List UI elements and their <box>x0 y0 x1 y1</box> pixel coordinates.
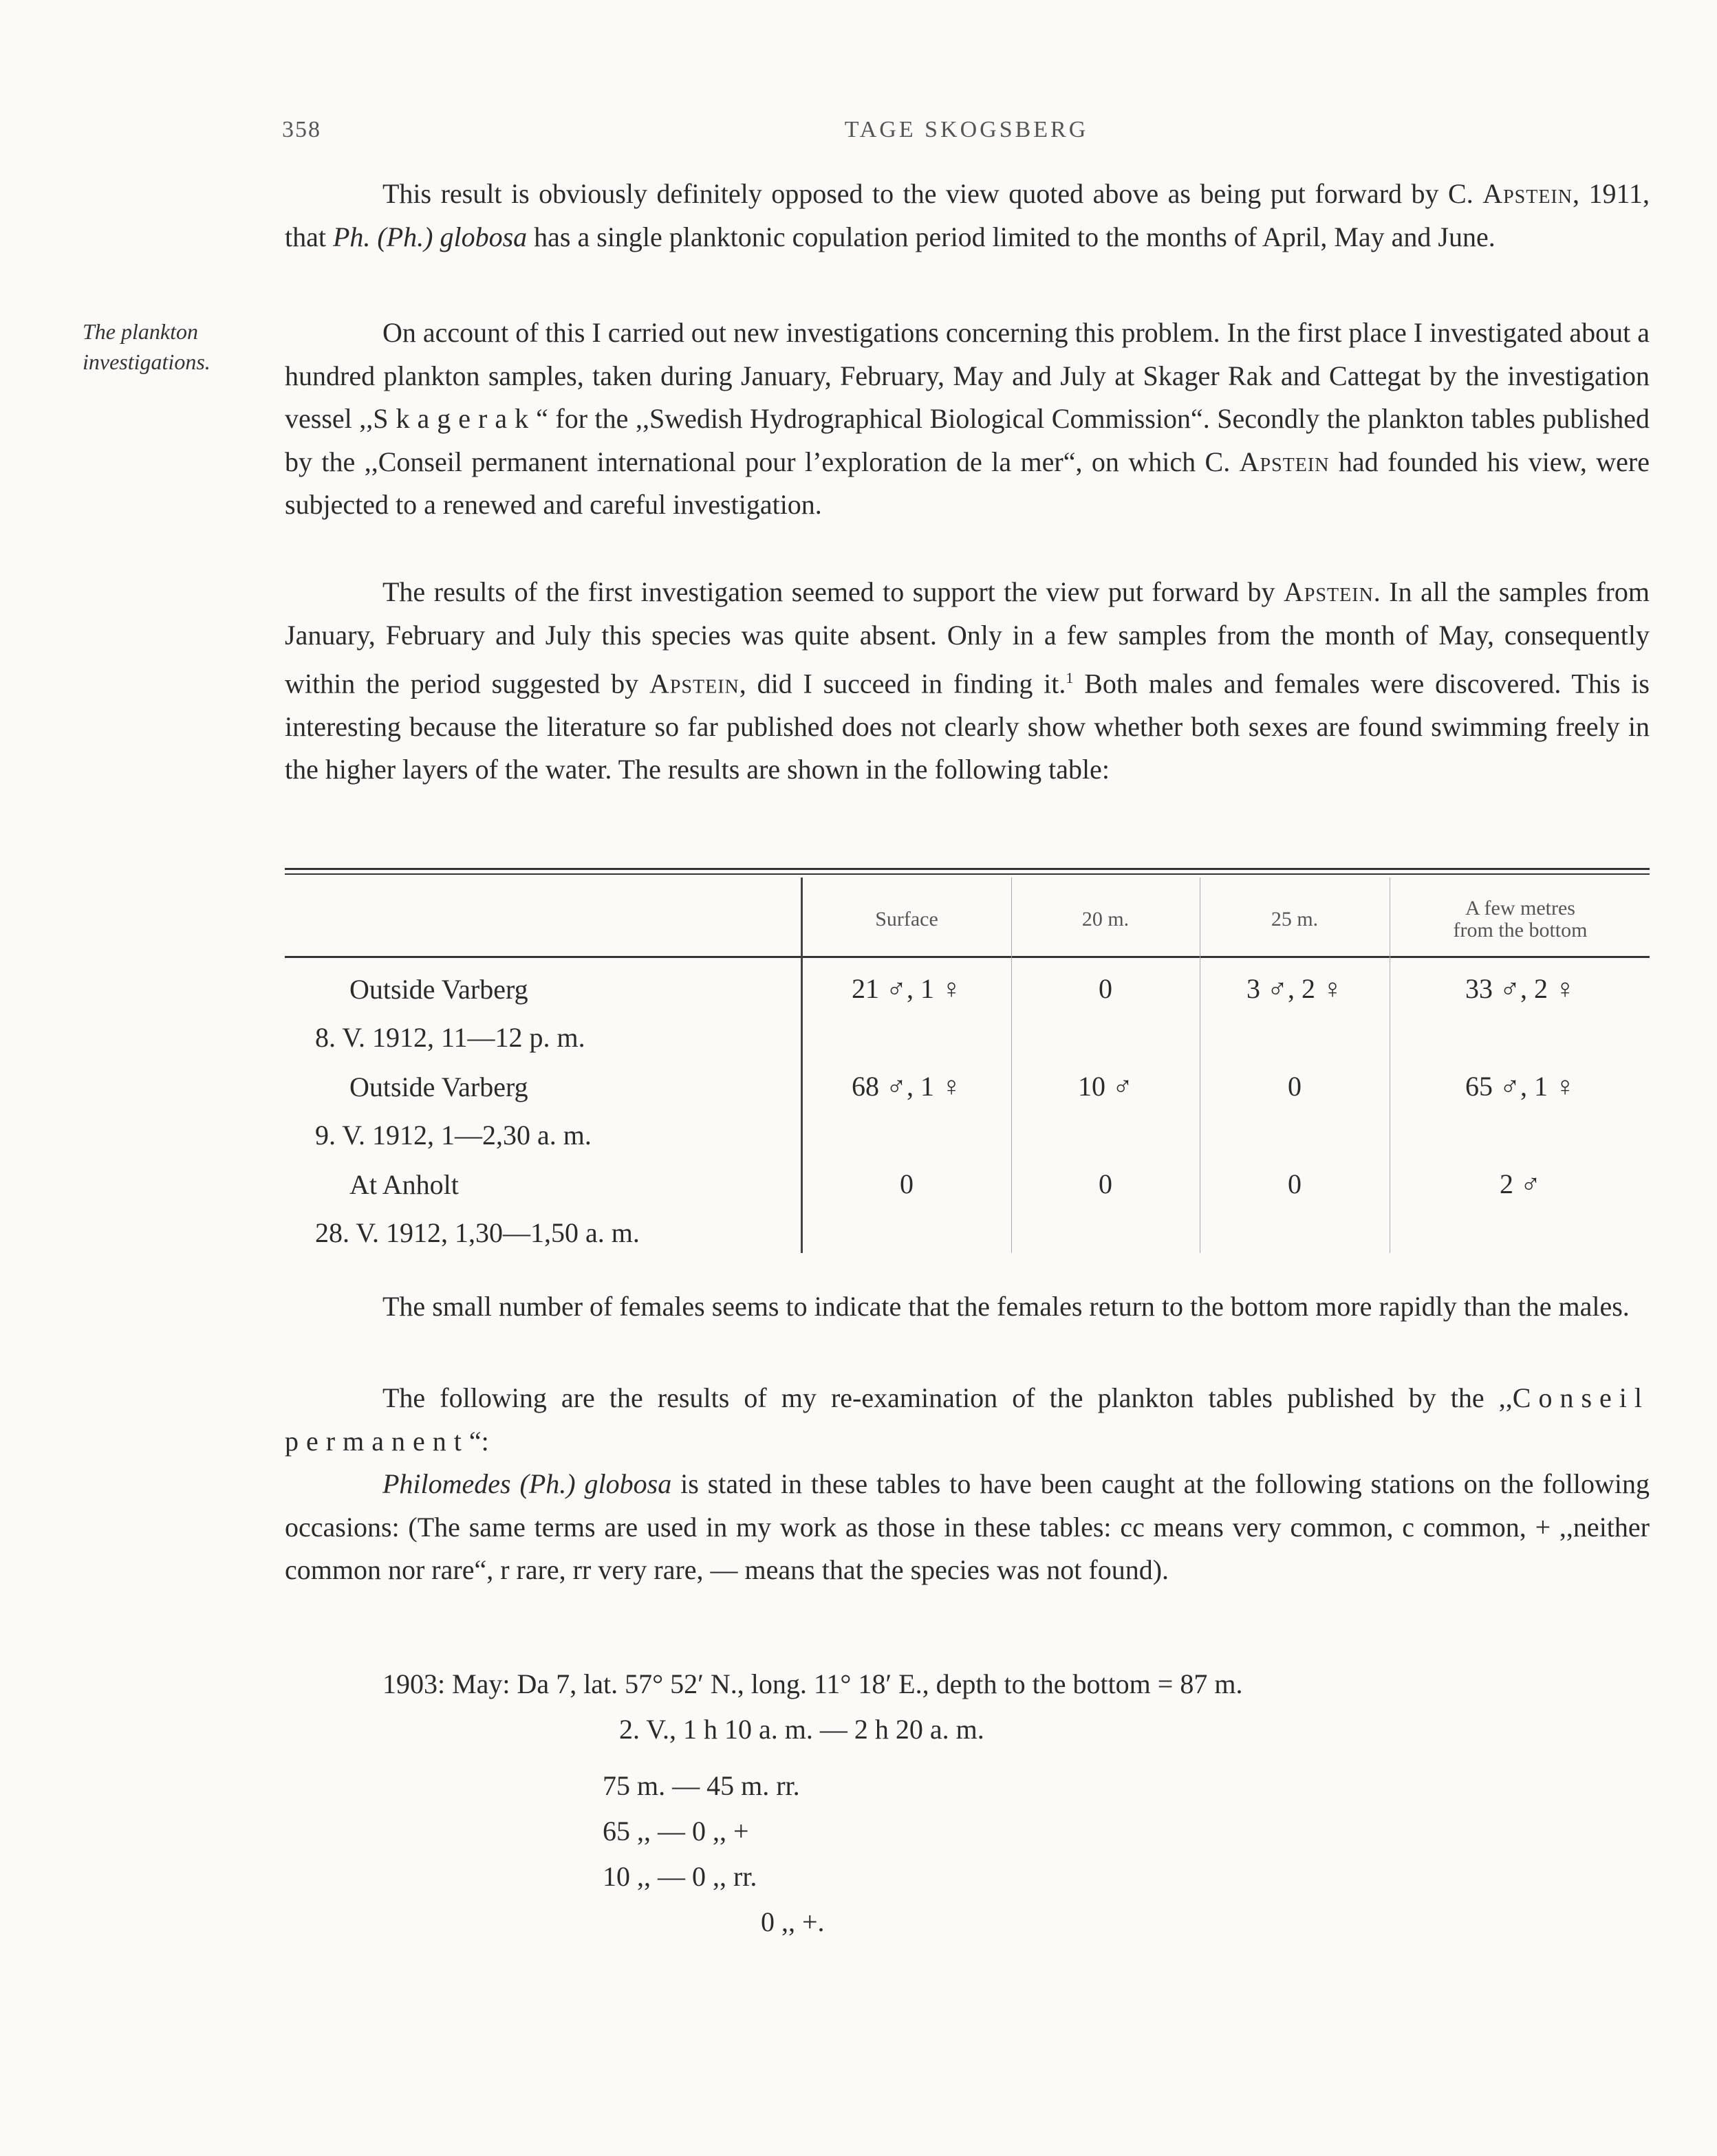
table-top-rule <box>285 868 1650 870</box>
column-header <box>1391 889 1650 950</box>
table-row-label <box>315 1161 797 1257</box>
station-place: Outside Varberg <box>349 974 528 1005</box>
text-run: had founded his view, were subjected to a renewed and careful investigation. <box>285 446 1650 520</box>
paragraph-1 <box>285 173 1650 259</box>
footnote-marker: 1 <box>1066 669 1074 686</box>
table-cell: 65 ♂, 1 ♀ <box>1465 1071 1575 1102</box>
text-run: On account of this I carried out new investigations concerning this problem. In the first place I investigated about a hundred plankton samples, taken during January, February, May and July at Skager Rak and Cattegat by the investigation vessel ,, <box>285 317 1650 434</box>
station-line: 75 m. — 45 m. rr. <box>603 1770 800 1801</box>
station-place: At Anholt <box>349 1169 459 1200</box>
institution-name: Conseil permanent <box>285 1382 1650 1457</box>
text-run: “ for the ,,Swedish Hydrographical Biological Commission“. Secondly the plankton tables published by the ,,Conseil permanent international pour l’exploration de la mer“, on which C. <box>285 403 1650 477</box>
author-name: Apstein <box>649 668 739 699</box>
station-date: 8. V. 1912, 11—12 p. m. <box>315 1022 585 1053</box>
column-header-line: from the bottom <box>1453 919 1588 941</box>
running-head <box>282 117 1651 151</box>
margin-note <box>83 316 248 377</box>
table-top-rule <box>285 873 1650 875</box>
text-run: is stated in these tables to have been caught at the following stations on the following occasions: (The same terms are used in my work as those in these tables: cc means very common, c common, + ,,neither common nor rare“, r rare, rr very rare, — means that the species was not found). <box>285 1468 1650 1585</box>
paragraph-3 <box>285 571 1650 792</box>
margin-note-line: The plankton <box>83 319 198 344</box>
author-name: Apstein <box>1239 446 1330 477</box>
table-cell: 0 <box>1099 1168 1112 1199</box>
station-line: 0 ,, +. <box>761 1906 825 1937</box>
table-cell: 68 ♂, 1 ♀ <box>852 1071 962 1102</box>
column-header: 20 m. <box>1081 908 1130 930</box>
table-cell: 10 ♂ <box>1078 1071 1133 1102</box>
table-cell: 33 ♂, 2 ♀ <box>1465 973 1575 1004</box>
table-cell: 0 <box>1288 1168 1302 1199</box>
species-name: Philomedes (Ph.) globosa <box>382 1468 672 1499</box>
table-column-divider <box>801 878 803 1253</box>
table-cell: 21 ♂, 1 ♀ <box>852 973 962 1004</box>
station-line: 65 ,, — 0 ,, + <box>603 1816 749 1847</box>
text-run: . In all the samples from January, February and July this species was quite absent. Only in a few samples from the month of May, consequently within the period suggested by <box>285 576 1650 699</box>
column-header: 25 m. <box>1271 908 1319 930</box>
text-run: The small number of females seems to indicate that the females return to the bottom more rapidly than the males. <box>382 1291 1630 1322</box>
text-run: “: <box>468 1425 489 1457</box>
table-column-divider <box>1011 878 1012 1253</box>
station-line: 1903: May: Da 7, lat. 57° 52′ N., long. 11° 18′ E., depth to the bottom = 87 m. <box>382 1668 1243 1699</box>
author-name: Apstein <box>1284 576 1374 607</box>
table-cell: 3 ♂, 2 ♀ <box>1246 973 1343 1004</box>
text-run: Both males and females were discovered. This is interesting because the literature so far published does not clearly show whether both sexes are found swimming freely in the higher layers of the water. The results are shown in the following table: <box>285 668 1650 785</box>
table-cell: 0 <box>1288 1071 1302 1102</box>
table-cell: 0 <box>900 1168 914 1199</box>
text-run: has a single planktonic copulation period limited to the months of April, May and June. <box>527 221 1495 252</box>
station-date: 28. V. 1912, 1,30—1,50 a. m. <box>315 1217 640 1248</box>
text-run: This result is obviously definitely opposed to the view quoted above as being put forward by C. <box>382 178 1483 209</box>
text-run: The results of the first investigation seemed to support the view put forward by <box>382 576 1284 607</box>
margin-note-line: investigations. <box>83 349 210 374</box>
author-name: Apstein <box>1482 178 1573 209</box>
running-title: TAGE SKOGSBERG <box>844 117 1089 142</box>
station-line: 2. V., 1 h 10 a. m. — 2 h 20 a. m. <box>619 1714 984 1745</box>
vessel-name: Skagerak <box>373 403 537 434</box>
table-row-label <box>315 1063 797 1159</box>
station-line: 10 ,, — 0 ,, rr. <box>603 1861 757 1892</box>
text-run: , 1911, that <box>285 178 1650 252</box>
column-header-line: A few metres <box>1465 897 1575 919</box>
station-place: Outside Varberg <box>349 1071 528 1102</box>
table-header-rule <box>285 956 1650 958</box>
column-header: Surface <box>875 908 938 930</box>
table-cell: 0 <box>1099 973 1112 1004</box>
table-row-label <box>315 966 797 1062</box>
paragraph-5 <box>285 1377 1650 1592</box>
paragraph-2 <box>285 312 1650 527</box>
text-run: The following are the results of my re-examination of the plankton tables published by the ,, <box>382 1382 1513 1413</box>
table-cell: 2 ♂ <box>1500 1168 1541 1199</box>
species-name: Ph. (Ph.) globosa <box>332 221 528 252</box>
station-date: 9. V. 1912, 1—2,30 a. m. <box>315 1120 592 1151</box>
paragraph-4 <box>285 1285 1650 1329</box>
page-number: 358 <box>282 117 321 142</box>
results-table <box>285 868 1650 1253</box>
text-run: , did I succeed in finding it. <box>739 668 1066 699</box>
